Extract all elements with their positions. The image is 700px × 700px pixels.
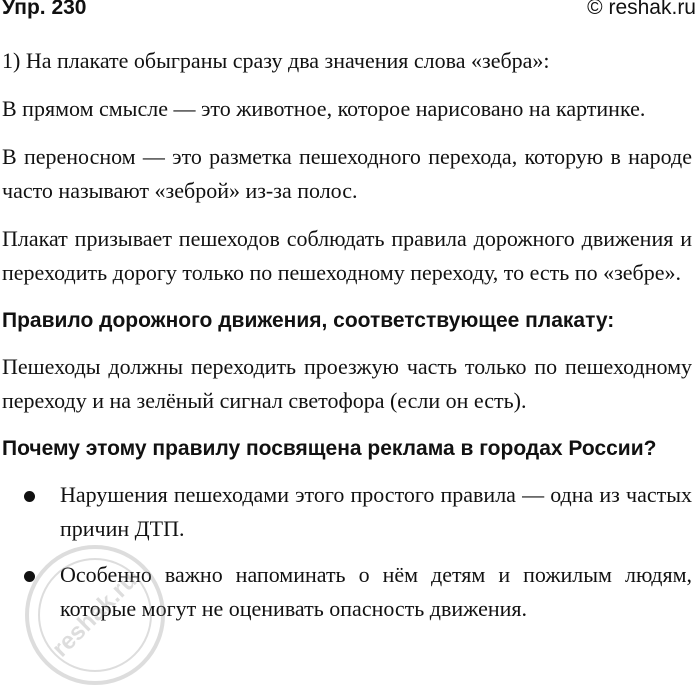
bullet-icon (24, 491, 35, 502)
paragraph-literal-meaning: В прямом смысле — это животное, которое нарисовано на картинке. (2, 96, 646, 121)
source-copyright: © reshak.ru (587, 0, 696, 19)
why-heading: Почему этому правилу посвящена реклама в городах России? (2, 437, 657, 460)
paragraph-poster-purpose: Плакат призывает пешеходов соблюдать правила дорожного движения и переходить дорогу только по пешеходному переходу, то есть по «зебре». (2, 226, 692, 285)
why-bullet-list (2, 478, 692, 626)
list-item (2, 558, 692, 626)
rule-heading: Правило дорожного движения, соответствующее плакату: (2, 309, 615, 332)
bullet-text: Особенно важно напоминать о нём детям и пожилым людям, которые могут не оценивать опасность движения. (60, 562, 692, 621)
paragraph-figurative-meaning: В переносном — это разметка пешеходного перехода, которую в народе часто называют «зеброй» из-за полос. (2, 144, 692, 203)
intro-paragraph: 1) На плакате обыграны сразу два значения слова «зебра»: (2, 48, 550, 73)
rule-text: Пешеходы должны переходить проезжую часть только по пешеходному переходу и на зелёный сигнал светофора (если он есть). (2, 354, 692, 413)
exercise-title: Упр. 230 (2, 0, 87, 19)
svg-text:reshak.ru: reshak.ru (46, 566, 143, 663)
main-content (2, 44, 692, 638)
bullet-text: Нарушения пешеходами этого простого правила — одна из частых причин ДТП. (60, 482, 692, 541)
list-item (2, 478, 692, 546)
bullet-icon (24, 571, 35, 582)
